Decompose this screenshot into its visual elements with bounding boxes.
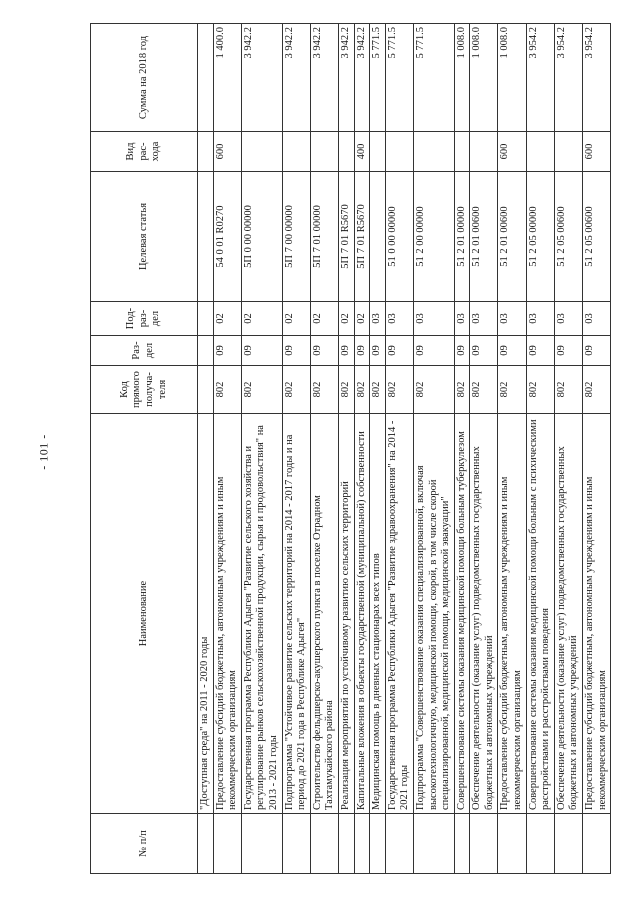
cell-subsection: 02 <box>282 302 310 336</box>
table-row <box>470 24 498 874</box>
cell-code: 802 <box>498 366 526 414</box>
cell-num <box>526 814 554 874</box>
cell-target: 51 2 05 00000 <box>526 172 554 302</box>
cell-subsection: 02 <box>241 302 282 336</box>
cell-type <box>385 132 413 172</box>
cell-type <box>198 132 214 172</box>
cell-type: 600 <box>583 132 611 172</box>
cell-name: Совершенствование системы оказания медицинской помощи больным туберкулезом <box>454 414 470 814</box>
cell-type <box>454 132 470 172</box>
table-row <box>370 24 386 874</box>
table-row <box>526 24 554 874</box>
header-name: Наименование <box>91 414 198 814</box>
cell-name: Государственная программа Республики Адыгея "Развитие здравоохранения" на 2014 - 2021 годы <box>385 414 413 814</box>
cell-code: 802 <box>282 366 310 414</box>
cell-num <box>282 814 310 874</box>
cell-name: Предоставление субсидий бюджетным, автономным учреждениям и иным некоммерческим организациям <box>583 414 611 814</box>
cell-code: 802 <box>213 366 241 414</box>
table-row <box>338 24 354 874</box>
header-target: Целевая статья <box>91 172 198 302</box>
cell-name: Обеспечение деятельности (оказание услуг) подведомственных государственных бюджетных и автономных учреждений <box>554 414 582 814</box>
cell-target: 54 0 01 R0270 <box>213 172 241 302</box>
cell-subsection: 02 <box>354 302 370 336</box>
cell-section: 09 <box>385 336 413 366</box>
cell-name: Совершенствование системы оказания медицинской помощи больным с психическими расстройствами и расстройствами поведения <box>526 414 554 814</box>
cell-subsection: 03 <box>554 302 582 336</box>
header-num: № п/п <box>91 814 198 874</box>
cell-subsection: 03 <box>370 302 386 336</box>
cell-code <box>198 366 214 414</box>
cell-subsection: 02 <box>338 302 354 336</box>
cell-section: 09 <box>354 336 370 366</box>
cell-code: 802 <box>454 366 470 414</box>
cell-section: 09 <box>470 336 498 366</box>
cell-num <box>470 814 498 874</box>
cell-target: 51 0 00 00000 <box>385 172 413 302</box>
table-row <box>454 24 470 874</box>
cell-num <box>498 814 526 874</box>
cell-num <box>198 814 214 874</box>
table-row <box>413 24 454 874</box>
cell-target: 5П 7 00 00000 <box>282 172 310 302</box>
cell-sum: 5 771.5 <box>385 24 413 132</box>
cell-code: 802 <box>413 366 454 414</box>
cell-sum: 3 954.2 <box>526 24 554 132</box>
cell-target: 51 2 01 00000 <box>454 172 470 302</box>
cell-sum: 3 942.2 <box>241 24 282 132</box>
cell-subsection: 03 <box>413 302 454 336</box>
table-row <box>198 24 214 874</box>
cell-target <box>370 172 386 302</box>
cell-type <box>526 132 554 172</box>
cell-sum: 1 008.0 <box>498 24 526 132</box>
cell-code: 802 <box>338 366 354 414</box>
cell-sum: 3 942.2 <box>282 24 310 132</box>
cell-code: 802 <box>241 366 282 414</box>
cell-section: 09 <box>370 336 386 366</box>
cell-code: 802 <box>370 366 386 414</box>
cell-target: 5П 0 00 00000 <box>241 172 282 302</box>
header-section: Раз- дел <box>91 336 198 366</box>
table-row <box>498 24 526 874</box>
cell-section: 09 <box>282 336 310 366</box>
cell-section: 09 <box>526 336 554 366</box>
cell-name: Предоставление субсидий бюджетным, автономным учреждениям и иным некоммерческим организациям <box>498 414 526 814</box>
cell-num <box>583 814 611 874</box>
table-row <box>241 24 282 874</box>
cell-num <box>385 814 413 874</box>
cell-sum: 3 942.2 <box>338 24 354 132</box>
cell-target: 51 2 05 00600 <box>554 172 582 302</box>
cell-num <box>241 814 282 874</box>
cell-type: 600 <box>213 132 241 172</box>
cell-num <box>454 814 470 874</box>
cell-type <box>338 132 354 172</box>
cell-name: Капитальные вложения в объекты государственной (муниципальной) собственности <box>354 414 370 814</box>
cell-sum: 1 008.0 <box>454 24 470 132</box>
cell-num <box>213 814 241 874</box>
table-row <box>213 24 241 874</box>
cell-target <box>198 172 214 302</box>
cell-sum: 3 954.2 <box>554 24 582 132</box>
page-number: - 101 - <box>36 434 51 470</box>
budget-table-sheet <box>90 24 608 874</box>
cell-num <box>338 814 354 874</box>
cell-name: Подпрограмма "Совершенствование оказания специализированной, включая высокотехнологичную, медицинской помощи, скорой, в том числе скорой специализированной, медицинской помощи, медицинской эвакуации" <box>413 414 454 814</box>
cell-section: 09 <box>338 336 354 366</box>
cell-name: Предоставление субсидий бюджетным, автономным учреждениям и иным некоммерческим организациям <box>213 414 241 814</box>
cell-code: 802 <box>526 366 554 414</box>
cell-type <box>413 132 454 172</box>
cell-subsection: 03 <box>454 302 470 336</box>
cell-target: 51 2 01 00600 <box>470 172 498 302</box>
cell-sum: 3 954.2 <box>583 24 611 132</box>
cell-name: Подпрограмма "Устойчивое развитие сельских территорий на 2014 - 2017 годы и на период до 2021 года в Республике Адыгея" <box>282 414 310 814</box>
cell-section: 09 <box>554 336 582 366</box>
cell-sum: 1 008.0 <box>470 24 498 132</box>
cell-target: 5П 7 01 R5670 <box>354 172 370 302</box>
cell-target: 5П 7 01 00000 <box>310 172 338 302</box>
cell-type: 400 <box>354 132 370 172</box>
cell-section: 09 <box>241 336 282 366</box>
cell-target: 51 2 05 00600 <box>583 172 611 302</box>
cell-subsection: 02 <box>310 302 338 336</box>
cell-subsection: 03 <box>526 302 554 336</box>
cell-code: 802 <box>310 366 338 414</box>
cell-code: 802 <box>470 366 498 414</box>
cell-subsection: 02 <box>213 302 241 336</box>
cell-section: 09 <box>454 336 470 366</box>
cell-sum: 5 771.5 <box>413 24 454 132</box>
header-code: Код прямого получа- теля <box>91 366 198 414</box>
header-sum: Сумма на 2018 год <box>91 24 198 132</box>
cell-subsection: 03 <box>583 302 611 336</box>
cell-name: "Доступная среда" на 2011 - 2020 годы <box>198 414 214 814</box>
cell-subsection <box>198 302 214 336</box>
cell-name: Обеспечение деятельности (оказание услуг) подведомственных государственных бюджетных и автономных учреждений <box>470 414 498 814</box>
cell-subsection: 03 <box>470 302 498 336</box>
cell-num <box>354 814 370 874</box>
cell-target: 5П 7 01 R5670 <box>338 172 354 302</box>
cell-section: 09 <box>310 336 338 366</box>
cell-target: 51 2 01 00600 <box>498 172 526 302</box>
cell-type <box>282 132 310 172</box>
cell-section: 09 <box>583 336 611 366</box>
table-row <box>282 24 310 874</box>
header-type: Вид рас- хода <box>91 132 198 172</box>
cell-type <box>370 132 386 172</box>
table-row <box>310 24 338 874</box>
cell-subsection: 03 <box>498 302 526 336</box>
table-row <box>354 24 370 874</box>
cell-code: 802 <box>354 366 370 414</box>
cell-num <box>370 814 386 874</box>
cell-code: 802 <box>385 366 413 414</box>
cell-section: 09 <box>413 336 454 366</box>
header-subsection: Под- раз- дел <box>91 302 198 336</box>
cell-section: 09 <box>213 336 241 366</box>
cell-code: 802 <box>583 366 611 414</box>
cell-section: 09 <box>498 336 526 366</box>
cell-target: 51 2 00 00000 <box>413 172 454 302</box>
table-row <box>554 24 582 874</box>
cell-sum: 3 942.2 <box>310 24 338 132</box>
cell-type <box>470 132 498 172</box>
cell-type <box>241 132 282 172</box>
cell-num <box>554 814 582 874</box>
cell-name: Реализация мероприятий по устойчивому развитию сельских территорий <box>338 414 354 814</box>
cell-type <box>310 132 338 172</box>
cell-code: 802 <box>554 366 582 414</box>
cell-type <box>554 132 582 172</box>
table-row <box>385 24 413 874</box>
cell-sum: 1 400.0 <box>213 24 241 132</box>
table-row <box>583 24 611 874</box>
cell-num <box>413 814 454 874</box>
cell-name: Государственная программа Республики Адыгея "Развитие сельского хозяйства и регулирование рынков сельскохозяйственной продукции, сырья и продовольствия" на 2013 - 2021 годы <box>241 414 282 814</box>
cell-section <box>198 336 214 366</box>
table-header-row <box>91 24 198 874</box>
cell-subsection: 03 <box>385 302 413 336</box>
cell-sum: 3 942.2 <box>354 24 370 132</box>
cell-type: 600 <box>498 132 526 172</box>
cell-name: Строительство фельдшерско-акушерского пункта в поселке Отрадном Тахтамукайского района <box>310 414 338 814</box>
cell-sum: 5 771.5 <box>370 24 386 132</box>
cell-sum <box>198 24 214 132</box>
cell-name: Медицинская помощь в дневных стационарах всех типов <box>370 414 386 814</box>
budget-table <box>90 23 611 874</box>
cell-num <box>310 814 338 874</box>
